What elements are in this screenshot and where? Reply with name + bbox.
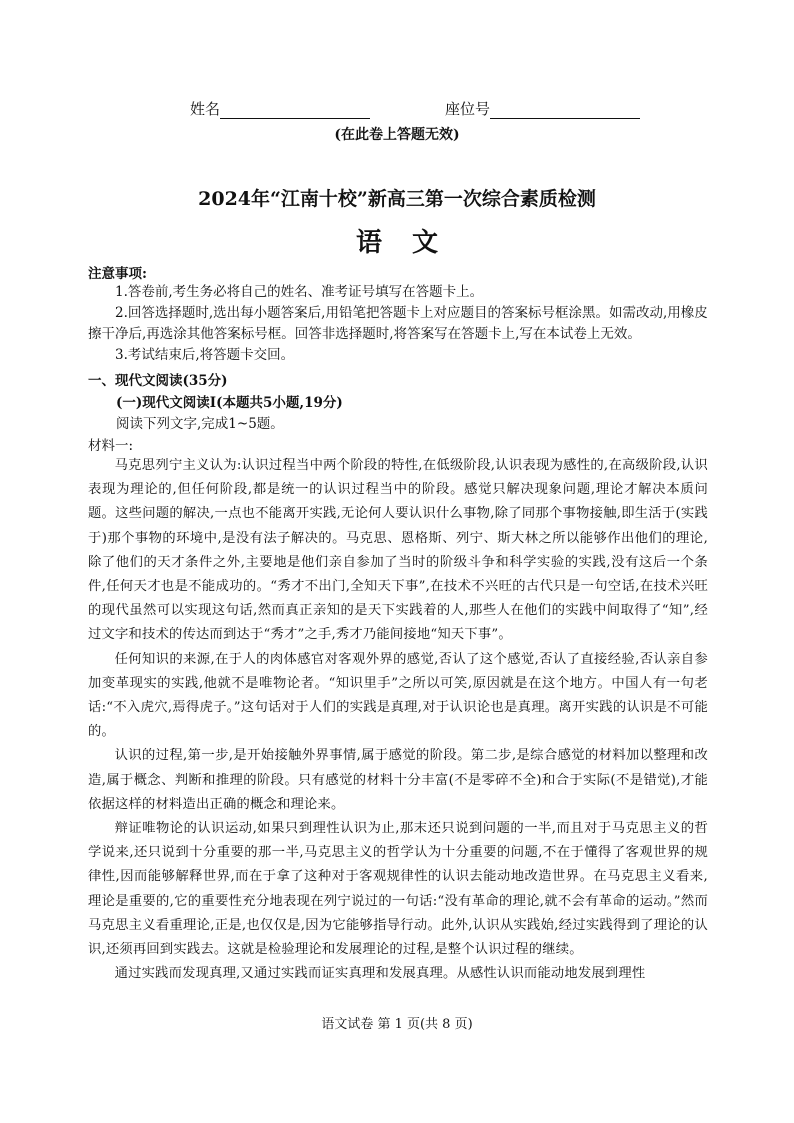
candidate-info-fields — [190, 98, 650, 122]
reading-instruction: 阅读下列文字,完成1~5题。 — [116, 416, 284, 432]
subsection-title: (一)现代文阅读I(本题共5小题,19分) — [116, 395, 343, 411]
material-paragraph: 认识的过程,第一步,是开始接触外界事情,属于感觉的阶段。第二步,是综合感觉的材料加以整理和改造,属于概念、判断和推理的阶段。只有感觉的材料十分丰富(不是零碎不全)和合于实际(不是错觉),才能依据这样的材料造出正确的概念和理论来。 — [88, 748, 708, 812]
subject-title: 语文 — [355, 228, 468, 258]
section-title: 一、现代文阅读(35分) — [88, 373, 228, 389]
material-label: 材料一: — [88, 438, 134, 454]
notes-list — [88, 282, 708, 366]
notes-heading: 注意事项: — [88, 266, 147, 282]
material-paragraph: 辩证唯物论的认识运动,如果只到理性认识为止,那末还只说到问题的一半,而且对于马克思主义的哲学说来,还只说到十分重要的那一半,马克思主义的哲学认为十分重要的问题,不在于懂得了客观世界的规律性,因而能够解释世界,而在于拿了这种对于客观规律性的认识去能动地改造世界。在马克思主义看来,理论是重要的,它的重要性充分地表现在列宁说过的一句话:“没有革命的理论,就不会有革命的运动。”然而马克思主义看重理论,正是,也仅仅是,因为它能够指导行动。此外,认识从实践始,经过实践得到了理论的认识,还须再回到实践去。这就是检验理论和发展理论的过程,是整个认识过程的继续。 — [88, 821, 708, 958]
material-text — [88, 454, 708, 986]
material-paragraph: 任何知识的来源,在于人的肉体感官对客观外界的感觉,否认了这个感觉,否认了直接经验,否认亲自参加变革现实的实践,他就不是唯物论者。“知识里手”之所以可笑,原因就是在这个地方。中国人有一句老话:“不入虎穴,焉得虎子。”这句话对于人们的实践是真理,对于认识论也是真理。离开实践的认识是不可能的。 — [88, 651, 708, 740]
name-label: 姓名 — [190, 100, 221, 118]
seat-blank-line — [490, 102, 640, 119]
seat-field — [445, 98, 640, 119]
invalid-answer-note: (在此卷上答题无效) — [334, 127, 460, 143]
name-field — [190, 98, 370, 119]
notes-item: 3.考试结束后,将答题卡交回。 — [115, 347, 295, 363]
notes-item: 2.回答选择题时,选出每小题答案后,用铅笔把答题卡上对应题目的答案标号框涂黑。如需改动,用橡皮擦干净后,再选涂其他答案标号框。回答非选择题时,将答案写在答题卡上,写在本试卷上无效。 — [88, 305, 708, 342]
notes-item: 1.答卷前,考生务必将自己的姓名、准考证号填写在答题卡上。 — [115, 284, 484, 300]
exam-title: 2024年“江南十校”新高三第一次综合素质检测 — [198, 188, 596, 210]
page-footer: 语文试卷 第 1 页(共 8 页) — [321, 1017, 473, 1032]
seat-label: 座位号 — [445, 100, 491, 118]
material-paragraph: 通过实践而发现真理,又通过实践而证实真理和发展真理。从感性认识而能动地发展到理性 — [114, 966, 646, 982]
material-paragraph: 马克思列宁主义认为:认识过程当中两个阶段的特性,在低级阶段,认识表现为感性的,在高级阶段,认识表现为理论的,但任何阶段,都是统一的认识过程当中的阶段。感觉只解决现象问题,理论才解决本质问题。这些问题的解决,一点也不能离开实践,无论何人要认识什么事物,除了同那个事物接触,即生活于(实践于)那个事物的环境中,是没有法子解决的。马克思、恩格斯、列宁、斯大林之所以能够作出他们的理论,除了他们的天才条件之外,主要地是他们亲自参加了当时的阶级斗争和科学实验的实践,没有这后一个条件,任何天才也是不能成功的。“秀才不出门,全知天下事”,在技术不兴旺的古代只是一句空话,在技术兴旺的现代虽然可以实现这句话,然而真正亲知的是天下实践着的人,那些人在他们的实践中间取得了“知”,经过文字和技术的传达而到达于“秀才”之手,秀才乃能间接地“知天下事”。 — [88, 458, 708, 643]
name-blank-line — [220, 102, 370, 119]
